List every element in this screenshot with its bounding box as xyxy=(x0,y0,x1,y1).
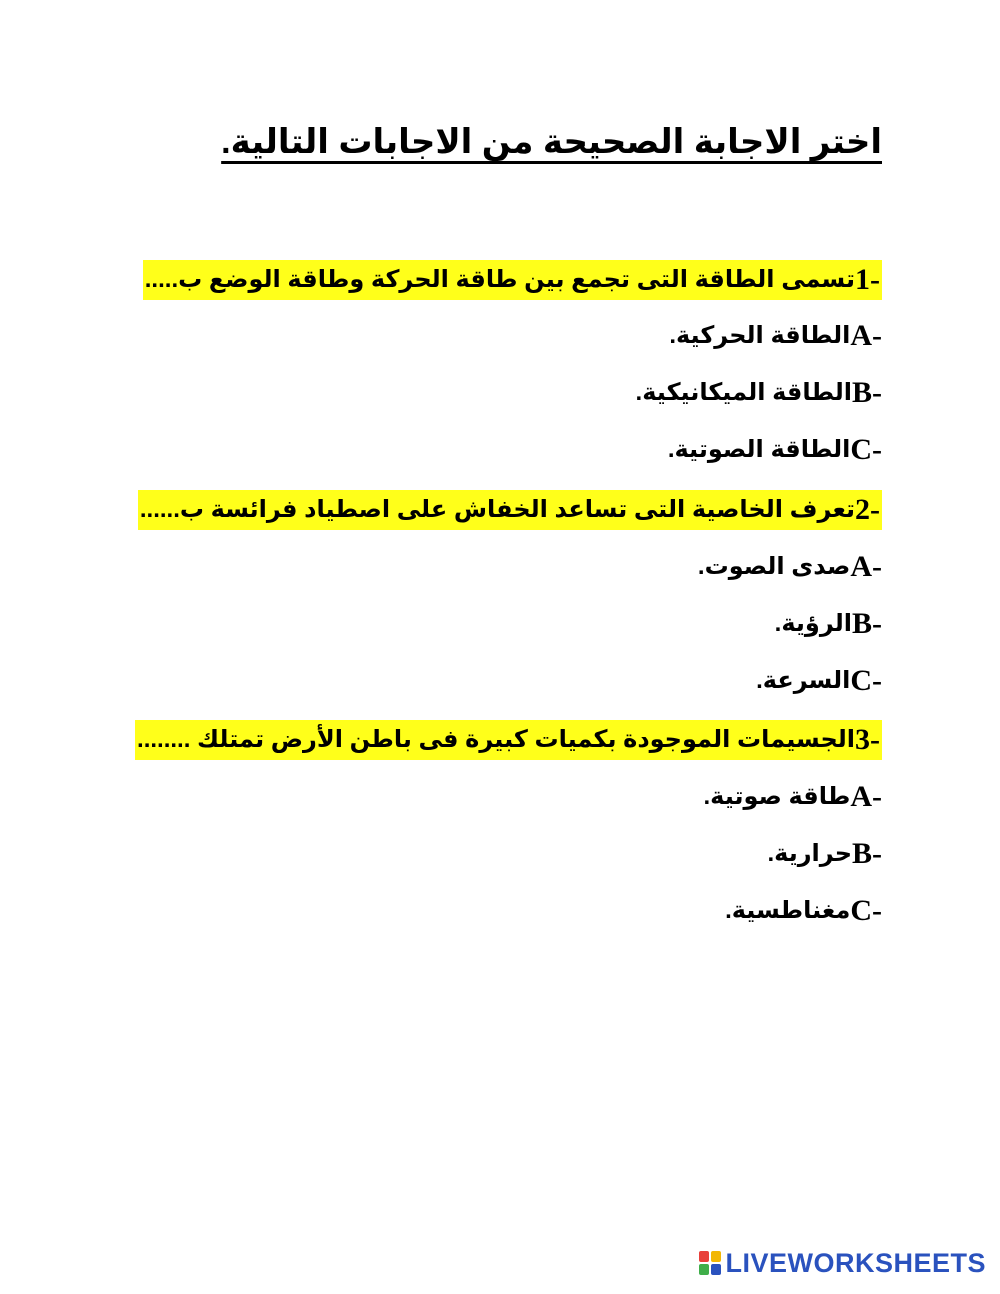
question-2-option-c[interactable] xyxy=(756,661,882,701)
worksheet-title: اختر الاجابة الصحيحة من الاجابات التالية. xyxy=(221,123,882,161)
option-letter: A- xyxy=(850,319,882,352)
question-1-option-a[interactable] xyxy=(669,316,882,356)
option-text: السرعة. xyxy=(756,667,851,694)
option-text: الطاقة الحركية. xyxy=(669,322,851,349)
option-text: الطاقة الميكانيكية. xyxy=(635,379,852,406)
option-letter: B- xyxy=(852,607,882,640)
question-number: 3- xyxy=(855,723,880,756)
question-text: الجسيمات الموجودة بكميات كبيرة فى باطن الأرض تمتلك ........ xyxy=(137,726,855,753)
option-letter: A- xyxy=(850,780,882,813)
liveworksheets-logo xyxy=(699,1248,986,1278)
question-3-option-b[interactable] xyxy=(767,834,882,874)
option-text: الرؤية. xyxy=(774,610,852,637)
option-letter: B- xyxy=(852,837,882,870)
question-3 xyxy=(135,720,882,760)
question-text: تسمى الطاقة التى تجمع بين طاقة الحركة وطاقة الوضع ب..... xyxy=(144,266,855,293)
liveworksheets-logo-icon xyxy=(699,1251,721,1275)
question-1 xyxy=(143,260,882,300)
question-text: تعرف الخاصية التى تساعد الخفاش على اصطياد فرائسة ب...... xyxy=(139,496,855,523)
question-number: 2- xyxy=(855,493,880,526)
option-letter: C- xyxy=(850,664,882,697)
question-3-option-c[interactable] xyxy=(725,891,882,931)
option-letter: C- xyxy=(850,894,882,927)
question-1-option-c[interactable] xyxy=(668,430,882,470)
option-text: صدى الصوت. xyxy=(697,553,851,580)
question-2 xyxy=(138,490,882,530)
question-2-option-b[interactable] xyxy=(775,604,882,644)
question-3-option-a[interactable] xyxy=(704,777,882,817)
option-text: الطاقة الصوتية. xyxy=(667,436,851,463)
question-number: 1- xyxy=(855,263,880,296)
logo-text: LIVEWORKSHEETS xyxy=(725,1247,986,1278)
option-letter: B- xyxy=(852,376,882,409)
question-2-option-a[interactable] xyxy=(698,547,882,587)
option-text: مغناطسية. xyxy=(725,897,851,924)
option-letter: A- xyxy=(850,550,882,583)
option-text: حرارية. xyxy=(767,840,852,867)
option-letter: C- xyxy=(850,433,882,466)
option-text: طاقة صوتية. xyxy=(703,783,851,810)
question-1-option-b[interactable] xyxy=(636,373,882,413)
